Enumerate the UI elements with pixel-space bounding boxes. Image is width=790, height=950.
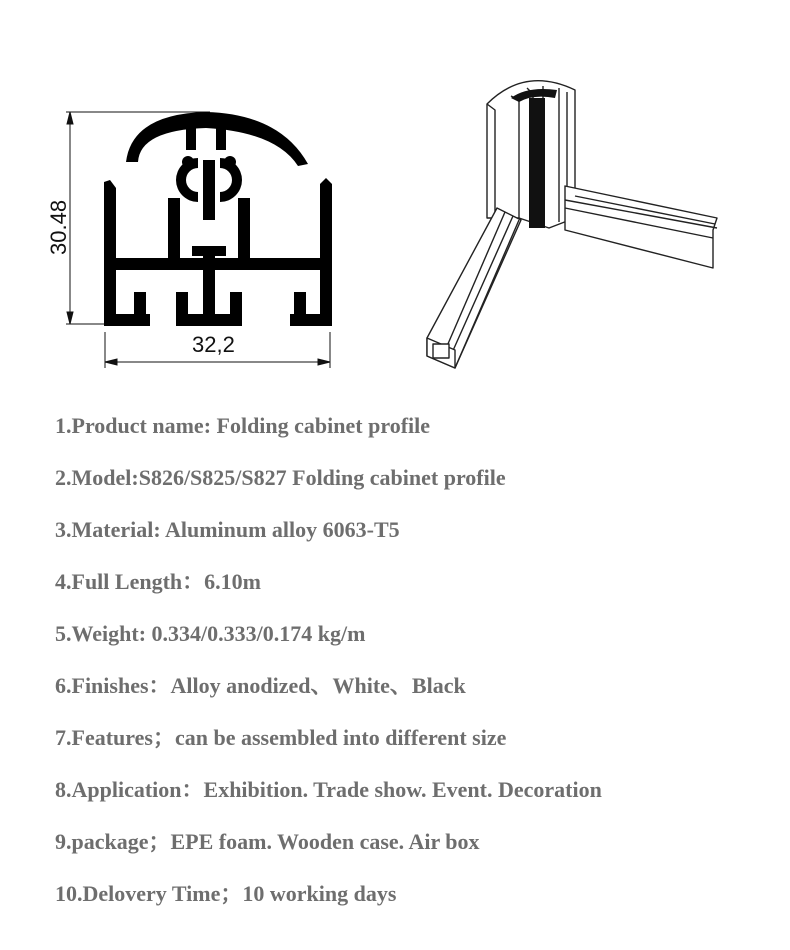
spec-full-length: 4.Full Length：6.10m	[55, 569, 261, 594]
spec-delivery-time: 10.Delovery Time；10 working days	[55, 881, 397, 906]
corner-assembly-drawing	[415, 68, 725, 378]
profile-cross-section-drawing	[40, 100, 340, 375]
spec-list	[55, 406, 602, 926]
spec-material: 3.Material: Aluminum alloy 6063-T5	[55, 517, 400, 542]
spec-features: 7.Features；can be assembled into different size	[55, 725, 507, 750]
spec-application: 8.Application：Exhibition. Trade show. Event. Decoration	[55, 777, 602, 802]
height-dimension-label: 30.48	[46, 199, 71, 255]
corner-assembly-shape	[427, 81, 717, 368]
width-dimension-label: 32,2	[192, 332, 235, 357]
spec-weight: 5.Weight: 0.334/0.333/0.174 kg/m	[55, 621, 366, 646]
spec-model: 2.Model:S826/S825/S827 Folding cabinet profile	[55, 465, 506, 490]
spec-finishes: 6.Finishes：Alloy anodized、White、Black	[55, 673, 466, 698]
profile-shape	[104, 112, 332, 326]
spec-product-name: 1.Product name: Folding cabinet profile	[55, 413, 431, 438]
spec-package: 9.package；EPE foam. Wooden case. Air box	[55, 829, 480, 854]
